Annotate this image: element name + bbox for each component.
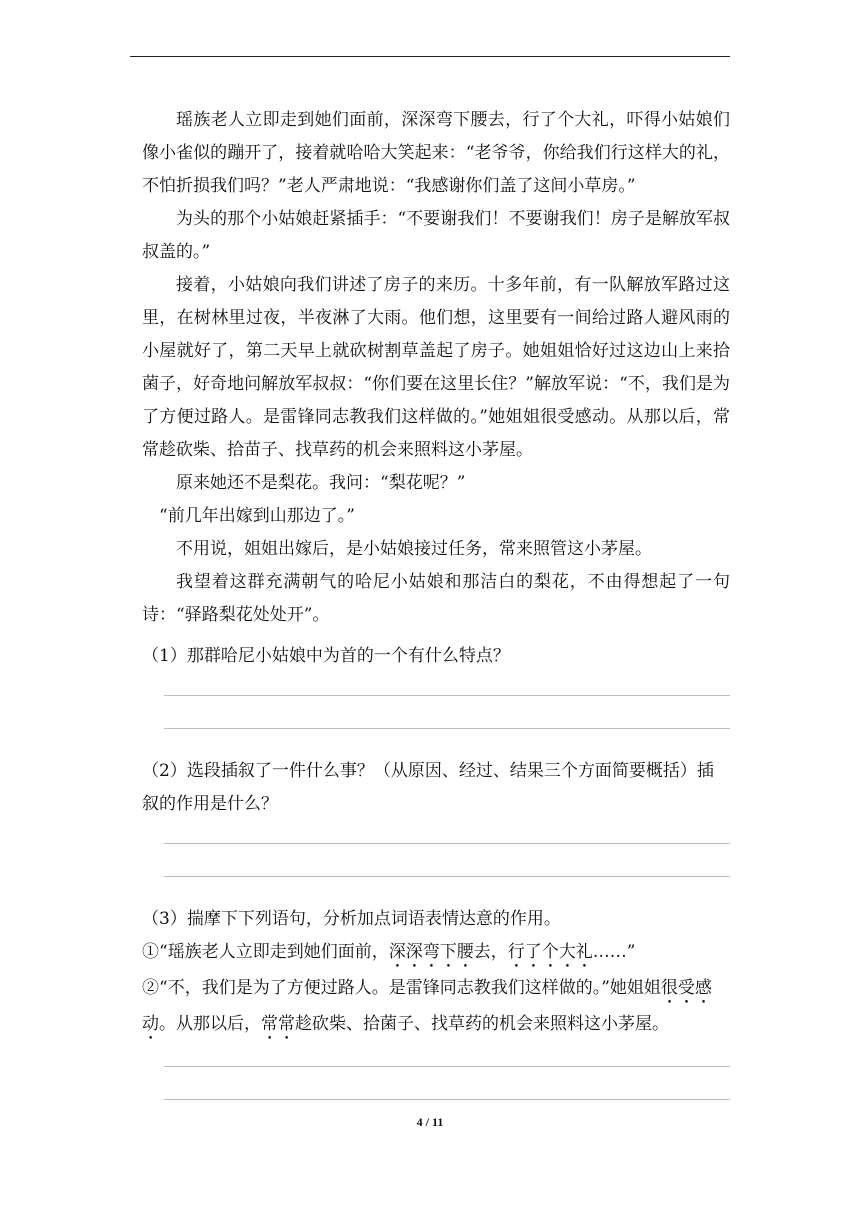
- page-number: 4 / 11: [416, 1115, 444, 1129]
- paragraph-3: 接着，小姑娘向我们讲述了房子的来历。十多年前，有一队解放军路过这里，在树林里过夜，半夜淋了大雨。他们想，这里要有一间给过路人避风雨的小屋就好了，第二天早上就砍树割草盖起了房子。她姐姐恰好过这边山上来拾菌子，好奇地问解放军叔叔：“你们要在这里长住？”解放军说：“不，我们是为了方便过路人。是雷锋同志教我们这样做的。”她姐姐很受感动。从那以后，常常趁砍柴、拾苗子、找草药的机会来照料这小茅屋。: [142, 275, 730, 460]
- sentence-2-text: 趁砍柴、拾菌子、找草药的机会来照料这小茅屋。: [295, 1014, 669, 1034]
- emphasized-phrase: 行了个大礼: [507, 942, 593, 962]
- emphasized-phrase: 很受感动: [142, 978, 712, 1034]
- sentence-1: [142, 936, 730, 972]
- paragraph-5: “前几年出嫁到山那边了。”: [159, 506, 355, 526]
- paragraph-2: 为头的那个小姑娘赶紧插手：“不要谢我们！不要谢我们！房子是解放军叔叔盖的。”: [142, 209, 730, 262]
- question-3: （3）揣摩下下列语句，分析加点词语表情达意的作用。: [142, 909, 561, 929]
- sentence-1-text: ①“瑶族老人立即走到她们面前，: [142, 942, 389, 962]
- paragraph-4: 原来她还不是梨花。我问：“梨花呢？”: [176, 473, 466, 493]
- paragraph-1: 瑶族老人立即走到她们面前，深深弯下腰去，行了个大礼，吓得小姑娘们像小雀似的蹦开了，接着就哈哈大笑起来：“老爷爷，你给我们行这样大的礼，不怕折损我们吗？”老人严肃地说：“我感谢你们盖了这间小草房。”: [142, 110, 730, 196]
- question-2: （2）选段插叙了一件什么事？（从原因、经过、结果三个方面简要概括）插叙的作用是什么？: [142, 761, 714, 814]
- document-body: [142, 104, 730, 1100]
- emphasized-phrase: 深深弯下腰: [388, 942, 474, 962]
- answer-line[interactable]: [164, 1066, 730, 1067]
- sentence-1-text: 去，: [473, 942, 508, 962]
- answer-line[interactable]: [164, 695, 730, 696]
- answer-line[interactable]: [164, 843, 730, 844]
- paragraph-6: 不用说，姐姐出嫁后，是小姑娘接过任务，常来照管这小茅屋。: [176, 539, 652, 559]
- sentence-1-text: ……”: [592, 942, 636, 962]
- emphasized-phrase: 常常: [261, 1014, 295, 1034]
- question-1: （1）那群哈尼小姑娘中为首的一个有什么特点？: [142, 646, 510, 666]
- sentence-2: [142, 972, 730, 1044]
- sentence-2-text: ②“不，我们是为了方便过路人。是雷锋同志教我们这样做的。”她姐姐: [142, 978, 661, 998]
- answer-line[interactable]: [164, 1099, 730, 1100]
- header-rule: [130, 56, 730, 57]
- paragraph-7: 我望着这群充满朝气的哈尼小姑娘和那洁白的梨花，不由得想起了一句诗：“驿路梨花处处开”。: [142, 572, 730, 625]
- sentence-2-text: 。从那以后，: [159, 1014, 261, 1034]
